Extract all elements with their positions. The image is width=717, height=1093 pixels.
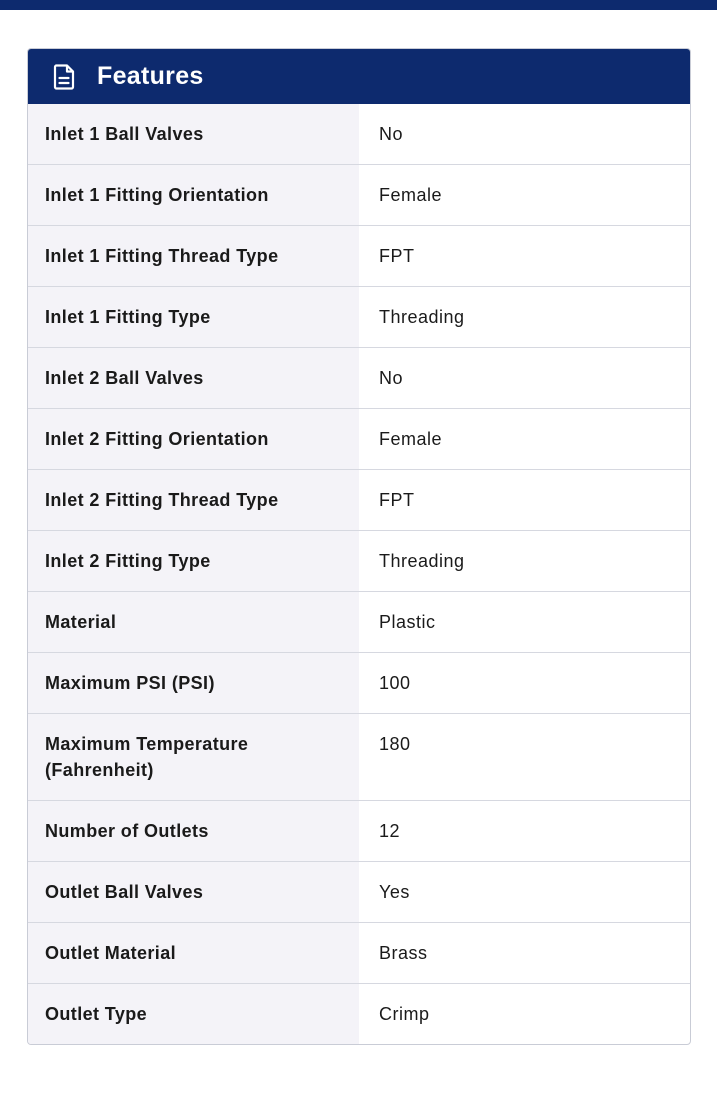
spec-value: 12 — [379, 821, 401, 841]
table-row — [28, 861, 690, 922]
features-header — [28, 49, 690, 104]
spec-label: Inlet 2 Fitting Thread Type — [28, 470, 359, 530]
features-card — [27, 48, 691, 1045]
document-icon — [53, 64, 75, 90]
spec-label: Inlet 1 Fitting Type — [28, 287, 359, 347]
spec-value: Crimp — [379, 1004, 430, 1024]
spec-value: Female — [379, 185, 443, 205]
spec-label: Outlet Material — [28, 923, 359, 983]
spec-label: Inlet 1 Ball Valves — [28, 104, 359, 164]
spec-label: Outlet Ball Valves — [28, 862, 359, 922]
table-row — [28, 983, 690, 1044]
spec-label: Inlet 2 Fitting Type — [28, 531, 359, 591]
spec-value: FPT — [379, 246, 415, 266]
spec-value: FPT — [379, 490, 415, 510]
table-row — [28, 104, 690, 164]
spec-value: No — [379, 368, 404, 388]
spec-label: Inlet 1 Fitting Orientation — [28, 165, 359, 225]
table-row — [28, 713, 690, 800]
table-row — [28, 347, 690, 408]
spec-value: No — [379, 124, 404, 144]
table-row — [28, 591, 690, 652]
table-row — [28, 652, 690, 713]
spec-value: Yes — [379, 882, 410, 902]
spec-label: Maximum PSI (PSI) — [28, 653, 359, 713]
spec-label: Inlet 2 Ball Valves — [28, 348, 359, 408]
table-row — [28, 225, 690, 286]
spec-value: Brass — [379, 943, 428, 963]
features-title: Features — [97, 62, 204, 90]
spec-label: Number of Outlets — [28, 801, 359, 861]
spec-label: Material — [28, 592, 359, 652]
spec-value: 180 — [379, 734, 411, 754]
spec-value: 100 — [379, 673, 411, 693]
spec-value: Plastic — [379, 612, 436, 632]
spec-table — [28, 104, 690, 1044]
spec-value: Threading — [379, 551, 465, 571]
spec-value: Threading — [379, 307, 465, 327]
spec-label: Inlet 1 Fitting Thread Type — [28, 226, 359, 286]
table-row — [28, 530, 690, 591]
table-row — [28, 922, 690, 983]
top-nav-bar — [0, 0, 717, 10]
table-row — [28, 164, 690, 225]
spec-label: Maximum Temperature (Fahrenheit) — [28, 714, 359, 800]
table-row — [28, 469, 690, 530]
spec-label: Inlet 2 Fitting Orientation — [28, 409, 359, 469]
spec-label: Outlet Type — [28, 984, 359, 1044]
table-row — [28, 408, 690, 469]
spec-value: Female — [379, 429, 443, 449]
table-row — [28, 800, 690, 861]
table-row — [28, 286, 690, 347]
